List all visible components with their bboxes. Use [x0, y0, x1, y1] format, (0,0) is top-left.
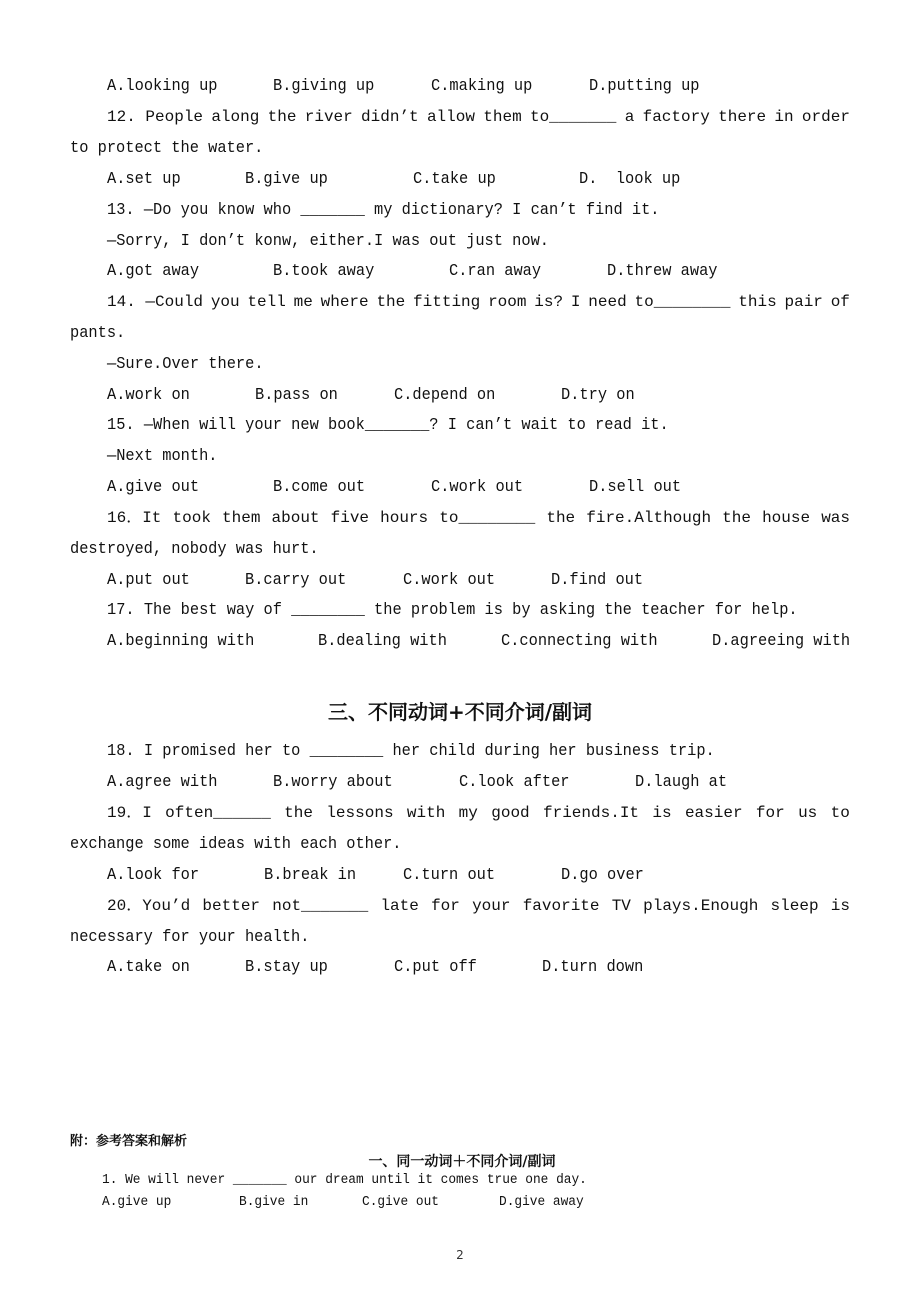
- option-a: A.beginning with: [107, 631, 255, 650]
- option-b: B.giving up: [273, 76, 375, 95]
- appendix-q1-stem: 1. We will never _______ our dream until it comes true one day.: [102, 1173, 587, 1188]
- q19-stem-line2: exchange some ideas with each other.: [70, 834, 402, 853]
- page-number: 2: [456, 1248, 464, 1262]
- option-d: D.sell out: [589, 477, 682, 496]
- word: five: [330, 509, 370, 527]
- option-b: B.give in: [239, 1195, 309, 1210]
- q12-stem-line1: [107, 107, 850, 127]
- word: is: [652, 804, 672, 822]
- q14-stem-line1: [107, 292, 850, 312]
- option-c: C.look after: [459, 772, 570, 791]
- appendix-section-title: [0, 1151, 920, 1171]
- option-b: B.break in: [264, 865, 357, 884]
- option-a: A.set up: [107, 169, 181, 188]
- option-a: A.take on: [107, 957, 190, 976]
- word: in: [774, 108, 794, 126]
- option-d: D. look up: [579, 169, 681, 188]
- word: house: [762, 509, 811, 527]
- word: easier: [684, 804, 743, 822]
- option-b: B.took away: [273, 261, 375, 280]
- option-a: A.put out: [107, 570, 190, 589]
- q16-stem-line2: destroyed, nobody was hurt.: [70, 539, 319, 558]
- q12-stem-line2: to protect the water.: [70, 138, 264, 157]
- option-a: A.give up: [102, 1195, 172, 1210]
- word: them: [222, 509, 261, 527]
- word: didn’t: [361, 108, 419, 126]
- word-blank: to________: [439, 509, 536, 527]
- option-a: A.give out: [107, 477, 200, 496]
- word: took: [172, 509, 211, 527]
- q17-stem: 17. The best way of ________ the problem is by asking the teacher for help.: [107, 600, 798, 619]
- q15-stem: 15. —When will your new book_______? I can’t wait to read it.: [107, 415, 669, 434]
- option-c: C.connecting with: [501, 631, 658, 650]
- word: of: [830, 293, 850, 311]
- option-d: D.threw away: [607, 261, 718, 280]
- option-a: A.work on: [107, 385, 190, 404]
- option-a: A.agree with: [107, 772, 218, 791]
- word: a: [624, 108, 635, 126]
- option-b: B.give up: [245, 169, 328, 188]
- word: them: [483, 108, 522, 126]
- q19-stem-line1: [107, 803, 850, 823]
- word-blank: to________: [634, 293, 731, 311]
- option-c: C.work out: [431, 477, 524, 496]
- word: the: [376, 293, 406, 311]
- word: plays.Enough: [643, 897, 759, 915]
- word: about: [271, 509, 320, 527]
- word: us: [798, 804, 818, 822]
- word: 19．I: [107, 804, 152, 822]
- word: tell: [247, 293, 286, 311]
- word: with: [406, 804, 446, 822]
- option-b: B.pass on: [255, 385, 338, 404]
- appendix-section-title-text: 一、同一动词＋不同介词/副词: [368, 1154, 556, 1170]
- option-c: C.put off: [394, 957, 477, 976]
- word: 20．You’d: [107, 897, 191, 915]
- option-d: D.agreeing with: [712, 631, 851, 650]
- option-c: C.take up: [413, 169, 496, 188]
- option-c: C.making up: [431, 76, 533, 95]
- word: there: [718, 108, 767, 126]
- word: is: [830, 897, 850, 915]
- word: friends.It: [543, 804, 640, 822]
- q18-stem: 18. I promised her to ________ her child during her business trip.: [107, 741, 715, 760]
- word: TV: [611, 897, 631, 915]
- word: 14. —Could: [107, 293, 204, 311]
- word: the: [722, 509, 751, 527]
- q20-stem-line2: necessary for your health.: [70, 927, 310, 946]
- option-b: B.come out: [273, 477, 366, 496]
- word: room: [488, 293, 527, 311]
- q13-reply: —Sorry, I don’t konw, either.I was out just now.: [107, 231, 550, 250]
- option-d: D.laugh at: [635, 772, 728, 791]
- word: late: [380, 897, 419, 915]
- word: better: [202, 897, 261, 915]
- word-blank: often______: [165, 804, 271, 822]
- option-b: B.stay up: [245, 957, 328, 976]
- option-c: C.give out: [362, 1195, 439, 1210]
- word: I: [570, 293, 581, 311]
- word: 12. People: [107, 108, 204, 126]
- word: where: [320, 293, 369, 311]
- word: this: [738, 293, 777, 311]
- word: my: [458, 804, 478, 822]
- word: factory: [642, 108, 710, 126]
- word: me: [293, 293, 313, 311]
- option-a: A.looking up: [107, 76, 218, 95]
- q14-stem-line2: pants.: [70, 323, 126, 342]
- word: the: [546, 509, 576, 527]
- option-c: C.work out: [403, 570, 496, 589]
- word: pair: [784, 293, 823, 311]
- option-b: B.worry about: [273, 772, 393, 791]
- word: allow: [426, 108, 475, 126]
- option-a: A.got away: [107, 261, 200, 280]
- word: river: [304, 108, 353, 126]
- q14-reply: —Sure.Over there.: [107, 354, 264, 373]
- option-c: C.ran away: [449, 261, 542, 280]
- option-c: C.turn out: [403, 865, 496, 884]
- section-title: 三、不同动词+不同介词/副词: [327, 700, 593, 724]
- option-d: D.try on: [561, 385, 635, 404]
- option-d: D.putting up: [589, 76, 700, 95]
- option-d: D.give away: [499, 1195, 584, 1210]
- q13-stem: 13. —Do you know who _______ my dictionary? I can’t find it.: [107, 200, 660, 219]
- word: sleep: [770, 897, 819, 915]
- word: your: [472, 897, 511, 915]
- option-d: D.turn down: [542, 957, 644, 976]
- word: 16．It: [107, 509, 162, 527]
- word: to: [830, 804, 850, 822]
- word: lessons: [326, 804, 394, 822]
- option-d: D.go over: [561, 865, 644, 884]
- appendix-label: 附：参考答案和解析: [70, 1134, 188, 1149]
- word: good: [491, 804, 530, 822]
- word: was: [821, 509, 850, 527]
- q20-stem-line1: [107, 896, 850, 916]
- word: hours: [380, 509, 429, 527]
- word: need: [588, 293, 627, 311]
- word: for: [755, 804, 785, 822]
- word: fitting: [413, 293, 481, 311]
- q16-stem-line1: [107, 508, 850, 528]
- option-b: B.dealing with: [318, 631, 447, 650]
- word: fire.Although: [586, 509, 712, 527]
- word: the: [267, 108, 297, 126]
- word-blank: to_______: [529, 108, 617, 126]
- option-b: B.carry out: [245, 570, 347, 589]
- word: favorite: [522, 897, 600, 915]
- word: you: [210, 293, 240, 311]
- word: along: [211, 108, 260, 126]
- word: the: [284, 804, 313, 822]
- option-d: D.find out: [551, 570, 644, 589]
- word-blank: not_______: [272, 897, 369, 915]
- option-c: C.depend on: [394, 385, 496, 404]
- word: for: [431, 897, 460, 915]
- word: order: [801, 108, 850, 126]
- word: is?: [534, 293, 564, 311]
- option-a: A.look for: [107, 865, 200, 884]
- q15-reply: —Next month.: [107, 446, 218, 465]
